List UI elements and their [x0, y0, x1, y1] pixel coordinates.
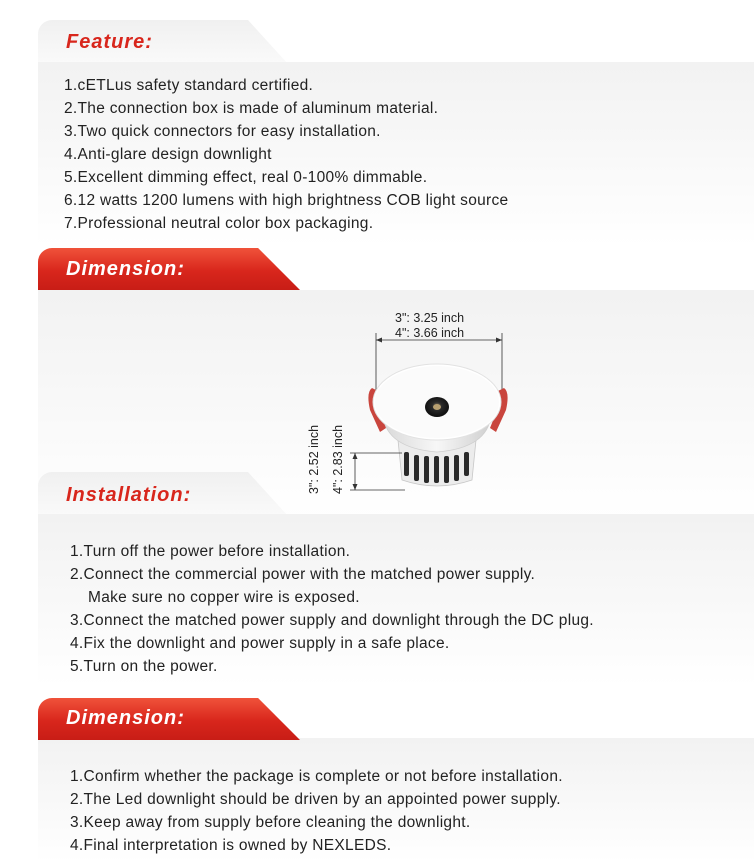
list-item: 6.12 watts 1200 lumens with high brightness COB light source	[64, 192, 509, 209]
list-item: 1.Turn off the power before installation.	[70, 543, 351, 560]
list-item: Make sure no copper wire is exposed.	[88, 589, 360, 606]
dimension-title: Dimension:	[66, 258, 185, 280]
width-label-4in: 4": 3.66 inch	[395, 326, 465, 340]
list-item: 1.cETLus safety standard certified.	[64, 77, 314, 94]
feature-title: Feature:	[66, 31, 153, 53]
installation-list	[70, 540, 594, 678]
list-item: 3.Connect the matched power supply and downlight through the DC plug.	[70, 612, 594, 629]
height-label-3in: 3": 2.52 inch	[307, 424, 321, 494]
list-item: 3.Keep away from supply before cleaning the downlight.	[70, 814, 471, 831]
list-item: 1.Confirm whether the package is complete or not before installation.	[70, 768, 563, 785]
list-item: 2.The Led downlight should be driven by an appointed power supply.	[70, 791, 561, 808]
list-item: 5.Excellent dimming effect, real 0-100% dimmable.	[64, 169, 428, 186]
list-item: 5.Turn on the power.	[70, 658, 218, 675]
notes-title: Dimension:	[66, 707, 185, 729]
list-item: 2.Connect the commercial power with the matched power supply.	[70, 566, 536, 583]
list-item: 2.The connection box is made of aluminum material.	[64, 100, 439, 117]
list-item: 7.Professional neutral color box packaging.	[64, 215, 374, 232]
list-item: 4.Anti-glare design downlight	[64, 146, 272, 163]
height-label-4in: 4": 2.83 inch	[331, 424, 345, 494]
list-item: 4.Fix the downlight and power supply in a safe place.	[70, 635, 450, 652]
installation-title: Installation:	[66, 484, 192, 506]
downlight-product	[368, 364, 507, 486]
width-label-3in: 3": 3.25 inch	[395, 311, 465, 325]
notes-list	[70, 765, 563, 857]
list-item: 4.Final interpretation is owned by NEXLEDS.	[70, 837, 392, 854]
installation-section	[0, 472, 754, 690]
notes-section	[0, 698, 754, 862]
list-item: 3.Two quick connectors for easy installation.	[64, 123, 381, 140]
